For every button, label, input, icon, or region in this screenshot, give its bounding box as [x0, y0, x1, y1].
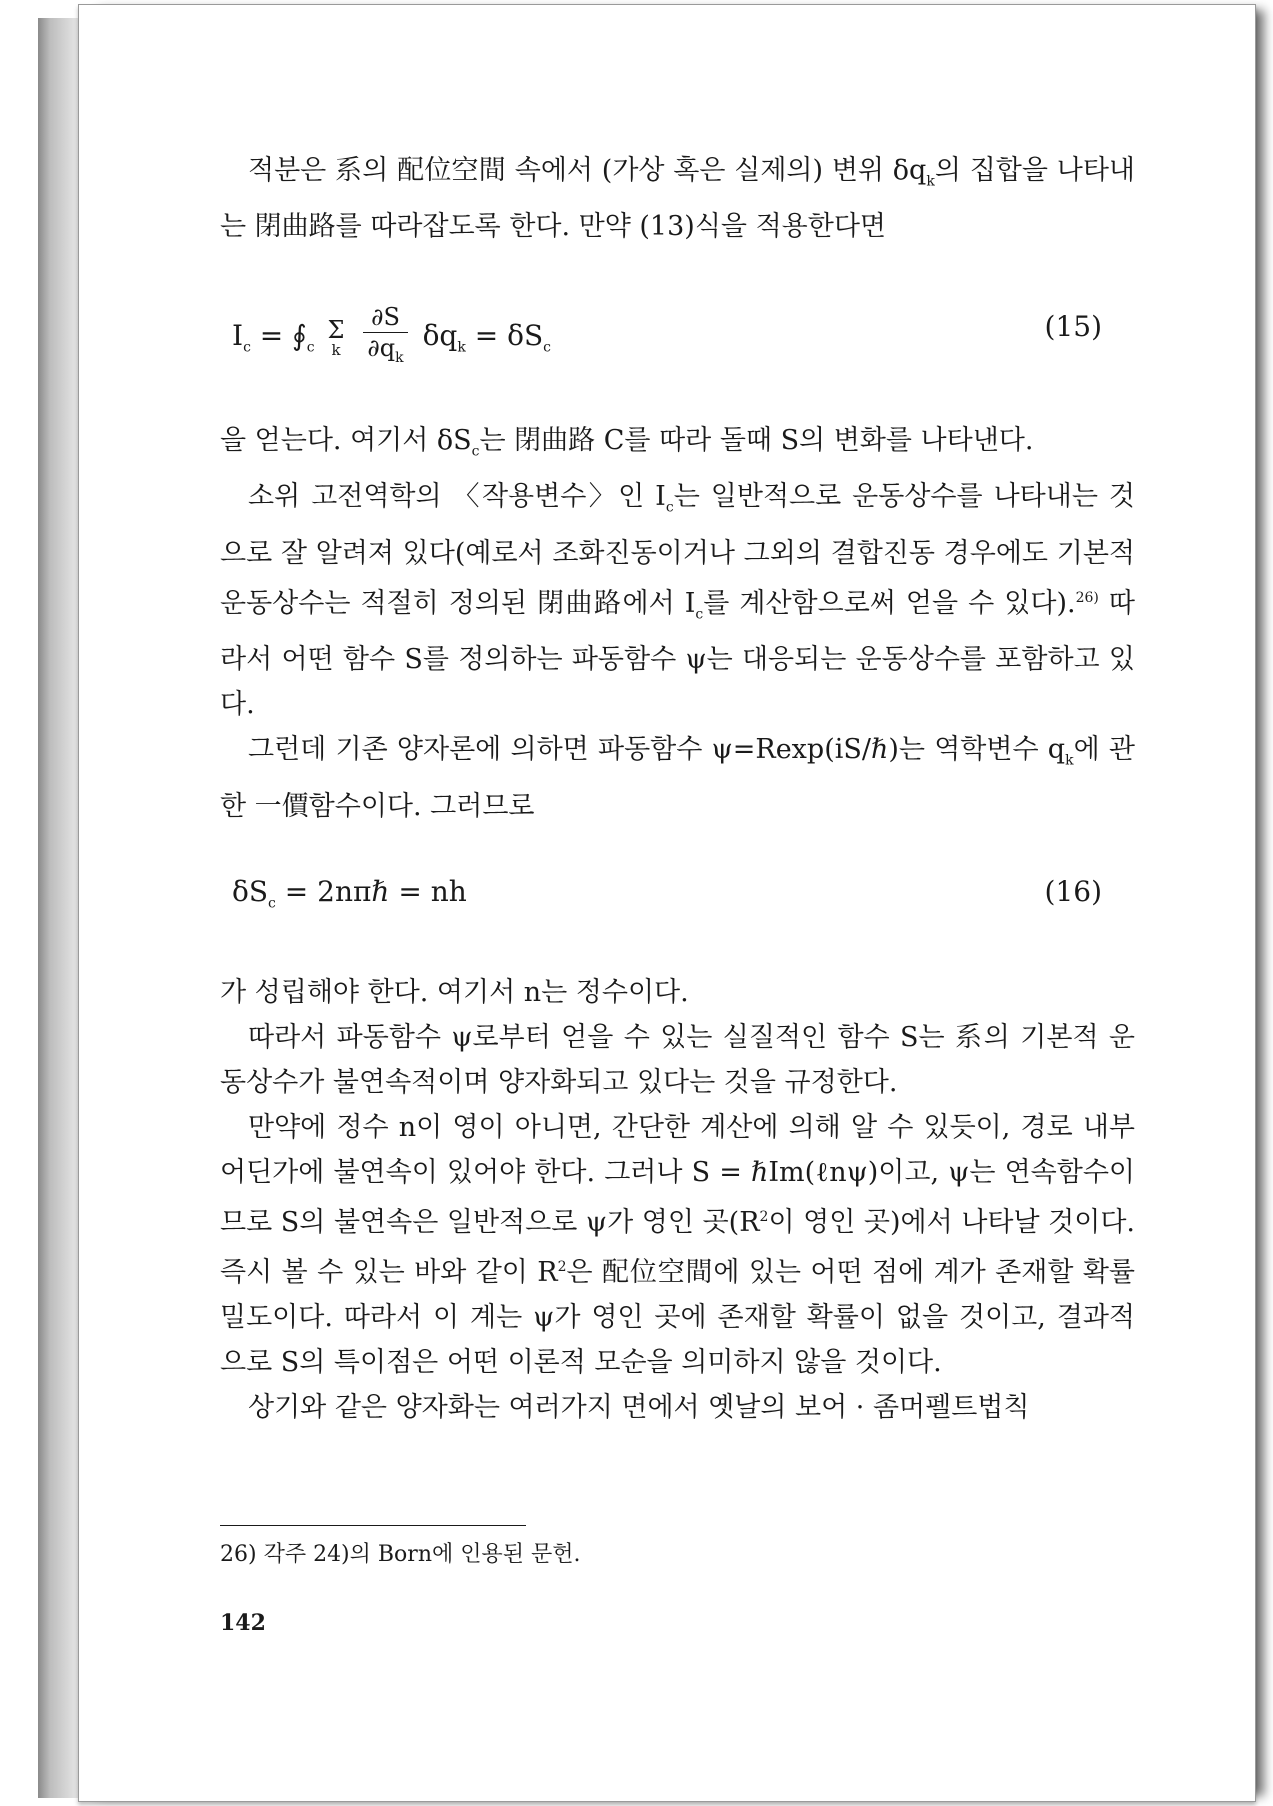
- paragraph-1: [220, 148, 1135, 249]
- equation-16: [232, 875, 1102, 945]
- paragraph-8: 상기와 같은 양자화는 여러가지 면에서 옛날의 보어 · 좀머펠트법칙: [248, 1392, 1030, 1423]
- paragraph-5: 가 성립해야 한다. 여기서 n는 정수이다.: [220, 977, 689, 1008]
- equation-16-number: (16): [1044, 875, 1102, 908]
- paragraph-1-text: 적분은 系의 配位空間 속에서 (가상 혹은 실제의) 변위 $\delta q_k$의 집합을 나타내는 閉曲路를 따라잡도록 한다. 만약 (13)식을 적용한다면: [220, 155, 1135, 243]
- footnote-divider: [220, 1525, 526, 1526]
- partial-derivative-fraction: $\frac{\partial S}{\partial q_k}$: [363, 302, 407, 373]
- book-page-edge: [38, 18, 78, 1798]
- footnote-26: 26) 각주 24)의 Born에 인용된 문헌.: [220, 1542, 581, 1567]
- paragraph-block-3: [220, 970, 1135, 1430]
- equation-15-number: (15): [1044, 310, 1102, 343]
- paragraph-2: 을 얻는다. 여기서 $\delta S_c$는 閉曲路 C를 따라 돌때 S의 변화를 나타낸다.: [220, 425, 1034, 460]
- equation-16-formula: $\delta S_c$ = 2nπℏ = nh: [232, 875, 467, 912]
- paragraph-7: 만약에 정수 n이 영이 아니면, 간단한 계산에 의해 알 수 있듯이, 경로 내부 어딘가에 불연속이 있어야 한다. 그러나 S = ℏIm(ℓnψ)이고, ψ는 연속함수이므로 S의 불연속은 일반적으로 ψ가 영인 곳($R^2$이 영인 곳)에서 나타날 것이다. 즉시 볼 수 있는 바와 같이 $R^2$은 配位空間에 있는 어떤 점에 계가 존재할 확률 밀도이다. 따라서 이 계는 ψ가 영인 곳에 존재할 확률이 없을 것이고, 결과적으로 S의 특이점은 어떤 이론적 모순을 의미하지 않을 것이다.: [220, 1112, 1136, 1378]
- page-number: 142: [220, 1610, 266, 1636]
- equation-15-formula: $I_c$ = $∮_c$ Σ k $\frac{\partial S}{\partial q_k}$ $\delta q_k = \delta S_c$: [232, 302, 551, 373]
- paragraph-3: 소위 고전역학의 〈작용변수〉인 $I_c$는 일반적으로 운동상수를 나타내는 것으로 잘 알려져 있다(예로서 조화진동이거나 그외의 결합진동 경우에도 기본적 운동상수는 적절히 정의된 閉曲路에서 $I_c$를 계산함으로써 얻을 수 있다).$^{26)}$ 따라서 어떤 함수 S를 정의하는 파동함수 ψ는 대응되는 운동상수를 포함하고 있다.: [220, 481, 1135, 721]
- paragraph-block-2: [220, 418, 1135, 829]
- footnote-ref-26: 26): [1075, 589, 1099, 606]
- equation-15: [232, 302, 1102, 372]
- sum-operator: Σ k: [327, 316, 345, 360]
- paragraph-4: 그런데 기존 양자론에 의하면 파동함수 ψ=Rexp(iS/ℏ)는 역학변수 $q_k$에 관한 一價함수이다. 그러므로: [220, 734, 1135, 822]
- paragraph-6: 따라서 파동함수 ψ로부터 얻을 수 있는 실질적인 함수 S는 系의 기본적 운동상수가 불연속적이며 양자화되고 있다는 것을 규정한다.: [220, 1022, 1135, 1098]
